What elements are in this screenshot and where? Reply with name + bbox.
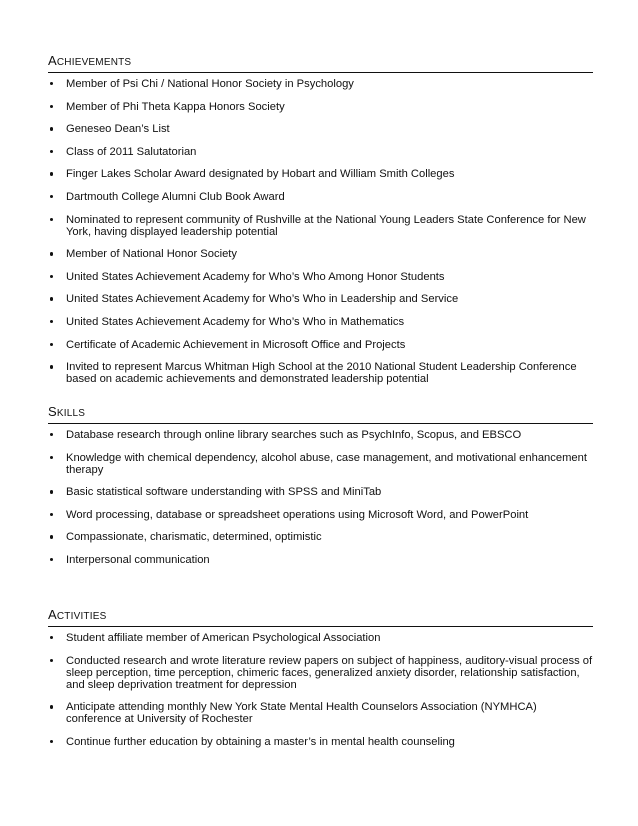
achievements-heading-initial: A (48, 53, 57, 68)
skill-item: Database research through online library searches such as PsychInfo, Scopus, and EBSCO (48, 429, 593, 441)
activities-heading-rest: CTIVITIES (56, 611, 107, 622)
achievement-item: Nominated to represent community of Rushville at the National Young Leaders State Conference for New York, having displayed leadership potential (48, 214, 593, 238)
achievement-item: Class of 2011 Salutatorian (48, 146, 593, 158)
activity-item: Conducted research and wrote literature review papers on subject of happiness, auditory-visual process of sleep perception, time perception, chimeric faces, generalized anxiety disorder, relationship satisfaction, and sleep deprivation treatment for depression (48, 655, 593, 691)
achievement-item: United States Achievement Academy for Who’s Who in Mathematics (48, 316, 593, 328)
achievement-item: Finger Lakes Scholar Award designated by Hobart and William Smith Colleges (48, 168, 593, 180)
activity-item: Student affiliate member of American Psychological Association (48, 632, 593, 644)
achievement-item: United States Achievement Academy for Who’s Who Among Honor Students (48, 271, 593, 283)
skill-item: Word processing, database or spreadsheet operations using Microsoft Word, and PowerPoint (48, 509, 593, 521)
achievements-list (48, 78, 593, 385)
skills-heading-initial: S (48, 404, 57, 419)
skill-item: Compassionate, charismatic, determined, optimistic (48, 531, 593, 543)
activity-item: Continue further education by obtaining a master’s in mental health counseling (48, 736, 593, 748)
activities-heading-initial: A (48, 607, 57, 622)
achievement-item: Member of Psi Chi / National Honor Society in Psychology (48, 78, 593, 90)
achievement-item: Member of National Honor Society (48, 248, 593, 260)
activities-heading (48, 608, 593, 627)
skills-heading (48, 405, 593, 424)
achievements-heading (48, 54, 593, 73)
activities-list (48, 632, 593, 748)
achievement-item: Dartmouth College Alumni Club Book Award (48, 191, 593, 203)
skill-item: Interpersonal communication (48, 554, 593, 566)
achievements-section (48, 54, 593, 396)
activity-item: Anticipate attending monthly New York State Mental Health Counselors Association (NYMHCA) conference at University of Rochester (48, 701, 593, 725)
skills-section (48, 405, 593, 577)
skill-item: Knowledge with chemical dependency, alcohol abuse, case management, and motivational enhancement therapy (48, 452, 593, 476)
achievement-item: Certificate of Academic Achievement in Microsoft Office and Projects (48, 339, 593, 351)
achievement-item: Geneseo Dean’s List (48, 123, 593, 135)
skill-item: Basic statistical software understanding with SPSS and MiniTab (48, 486, 593, 498)
skills-list (48, 429, 593, 566)
achievements-heading-rest: CHIEVEMENTS (56, 57, 132, 68)
achievement-item: Invited to represent Marcus Whitman High School at the 2010 National Student Leadership Conference based on academic achievements and demonstrated leadership potential (48, 361, 593, 385)
skills-heading-rest: KILLS (56, 408, 86, 419)
achievement-item: United States Achievement Academy for Who’s Who in Leadership and Service (48, 293, 593, 305)
activities-section (48, 608, 593, 758)
achievement-item: Member of Phi Theta Kappa Honors Society (48, 101, 593, 113)
